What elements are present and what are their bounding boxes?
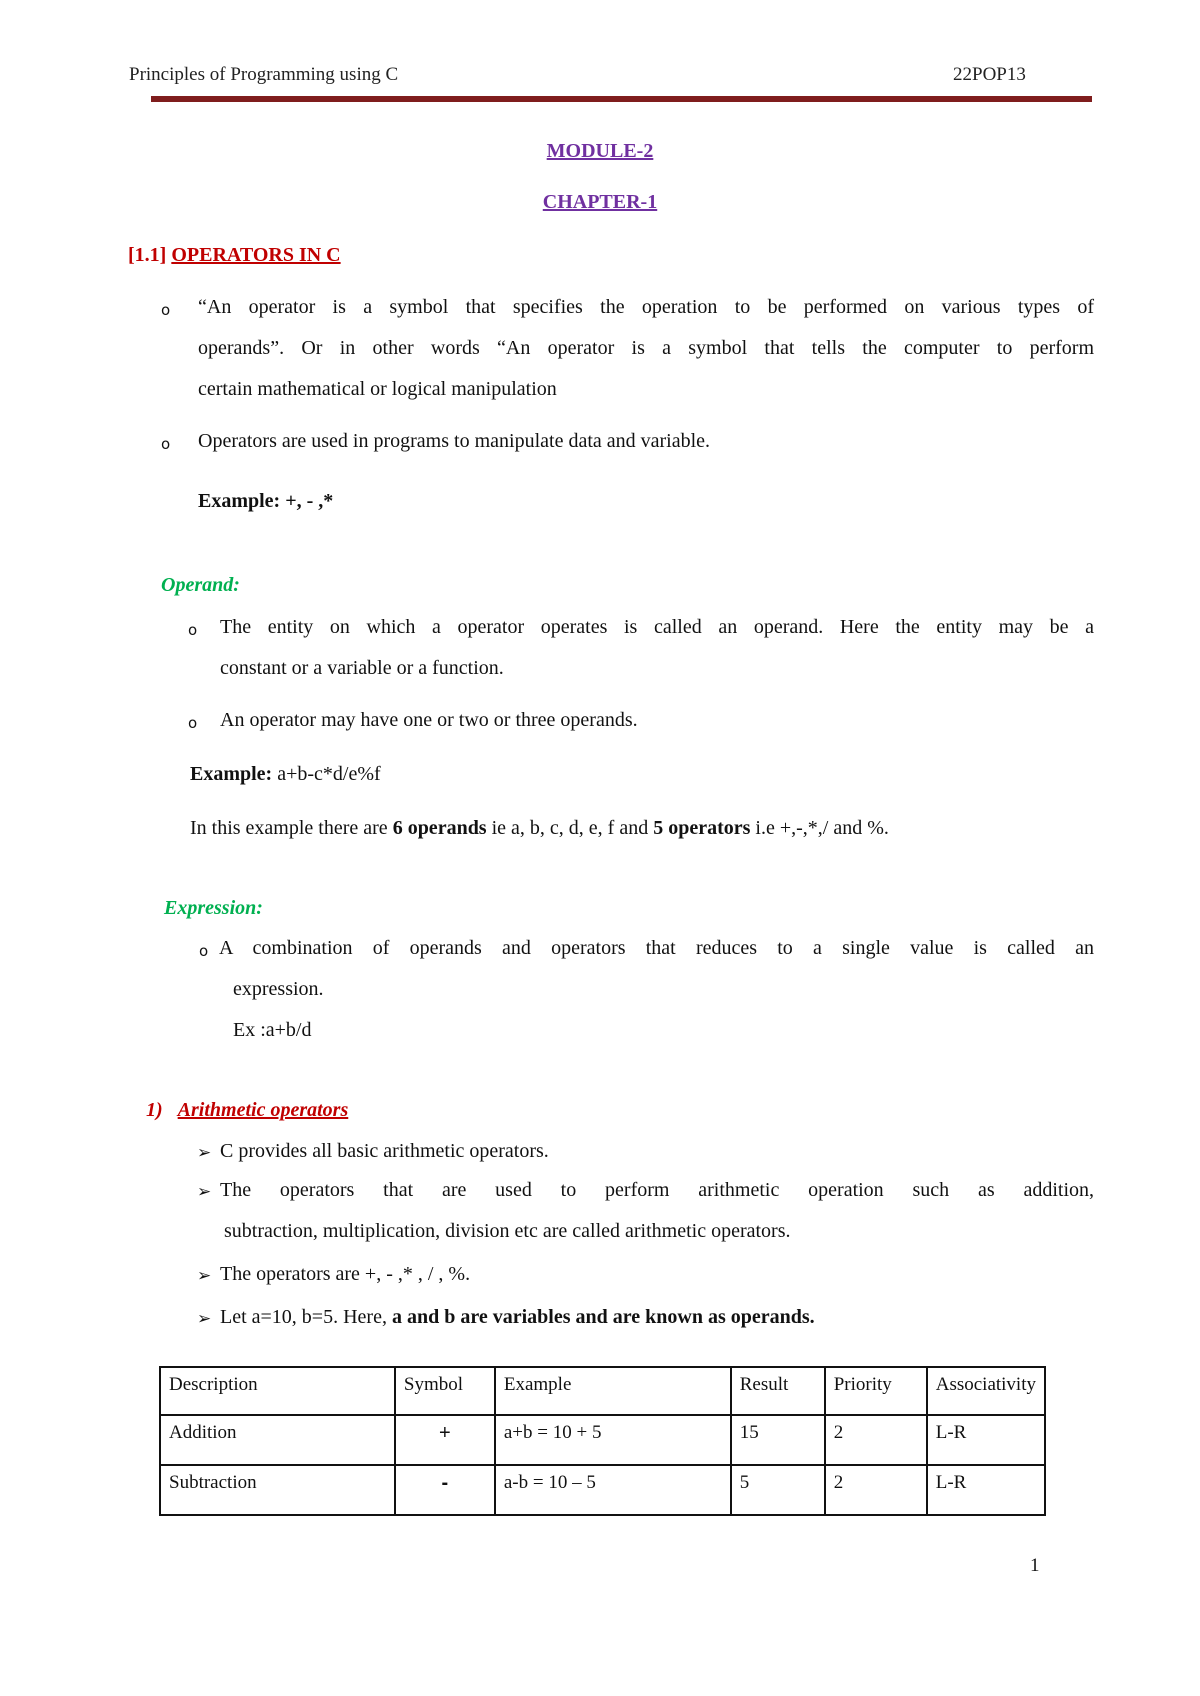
expression-heading: Expression: <box>164 897 263 919</box>
arrow-bullet-icon: ➢ <box>197 1143 212 1163</box>
operand-line-1: The entity on which a operator operates is called an operand. Here the entity may be a <box>220 616 1094 638</box>
operand-line-2: constant or a variable or a function. <box>220 657 504 679</box>
header-course: Principles of Programming using C <box>129 64 399 85</box>
bullet-icon: o <box>161 301 171 319</box>
intro-line-1: “An operator is a symbol that specifies the operation to be performed on various types of <box>198 296 1094 318</box>
expression-line-1: A combination of operands and operators that reduces to a single value is called an <box>219 937 1094 959</box>
arith-point-2: The operators that are used to perform arithmetic operation such as addition, <box>220 1179 1094 1201</box>
section-heading <box>128 244 341 267</box>
th-example: Example <box>495 1367 731 1415</box>
header-rule <box>151 96 1092 102</box>
th-result: Result <box>731 1367 825 1415</box>
module-title: MODULE-2 <box>546 140 654 162</box>
arrow-bullet-icon: ➢ <box>197 1309 212 1329</box>
cell-result: 15 <box>731 1415 825 1465</box>
operand-explanation: In this example there are 6 operands ie a, b, c, d, e, f and 5 operators i.e +,-,*,/ and %. <box>190 817 889 839</box>
th-description: Description <box>160 1367 395 1415</box>
chapter-title: CHAPTER-1 <box>542 191 658 213</box>
bullet-icon: o <box>161 435 171 453</box>
cell-associativity: L-R <box>927 1465 1045 1515</box>
operand-bullet-2: An operator may have one or two or three operands. <box>220 709 638 731</box>
cell-result: 5 <box>731 1465 825 1515</box>
arith-title: Arithmetic operators <box>177 1099 349 1121</box>
expression-example: Ex :a+b/d <box>233 1019 312 1041</box>
cell-example: a+b = 10 + 5 <box>495 1415 731 1465</box>
operand-heading: Operand: <box>161 574 240 596</box>
arrow-bullet-icon: ➢ <box>197 1182 212 1202</box>
arith-number: 1) <box>146 1099 163 1121</box>
expression-line-2: expression. <box>233 978 324 1000</box>
cell-priority: 2 <box>825 1465 927 1515</box>
intro-line-2: operands”. Or in other words “An operator is a symbol that tells the computer to perform <box>198 337 1094 359</box>
intro-example: Example: +, - ,* <box>198 490 334 512</box>
cell-associativity: L-R <box>927 1415 1045 1465</box>
operand-example: Example: a+b-c*d/e%f <box>190 763 381 785</box>
bullet-icon: o <box>199 942 209 960</box>
arrow-bullet-icon: ➢ <box>197 1266 212 1286</box>
section-number: [1.1] <box>128 244 167 266</box>
header-code: 22POP13 <box>953 64 1026 85</box>
arith-heading <box>146 1099 348 1122</box>
arith-point-1: C provides all basic arithmetic operators. <box>220 1140 549 1162</box>
arith-let: Let a=10, b=5. Here, a and b are variables and are known as operands. <box>220 1306 815 1328</box>
cell-symbol: + <box>395 1415 495 1465</box>
intro-line-3: certain mathematical or logical manipulation <box>198 378 557 400</box>
operators-table <box>159 1366 1046 1516</box>
th-associativity: Associativity <box>927 1367 1045 1415</box>
bullet-icon: o <box>188 714 198 732</box>
arith-point-3: The operators are +, - ,* , / , %. <box>220 1263 471 1285</box>
cell-description: Subtraction <box>160 1465 395 1515</box>
intro-bullet-2: Operators are used in programs to manipulate data and variable. <box>198 430 711 452</box>
table-header-row <box>160 1367 1045 1415</box>
cell-priority: 2 <box>825 1415 927 1465</box>
page-number: 1 <box>1030 1555 1040 1576</box>
section-title: OPERATORS IN C <box>171 244 341 266</box>
cell-example: a-b = 10 – 5 <box>495 1465 731 1515</box>
arith-point-2-cont: subtraction, multiplication, division etc are called arithmetic operators. <box>224 1220 791 1242</box>
th-priority: Priority <box>825 1367 927 1415</box>
bullet-icon: o <box>188 621 198 639</box>
th-symbol: Symbol <box>395 1367 495 1415</box>
cell-symbol: - <box>395 1465 495 1515</box>
table-row <box>160 1465 1045 1515</box>
cell-description: Addition <box>160 1415 395 1465</box>
table-row <box>160 1415 1045 1465</box>
